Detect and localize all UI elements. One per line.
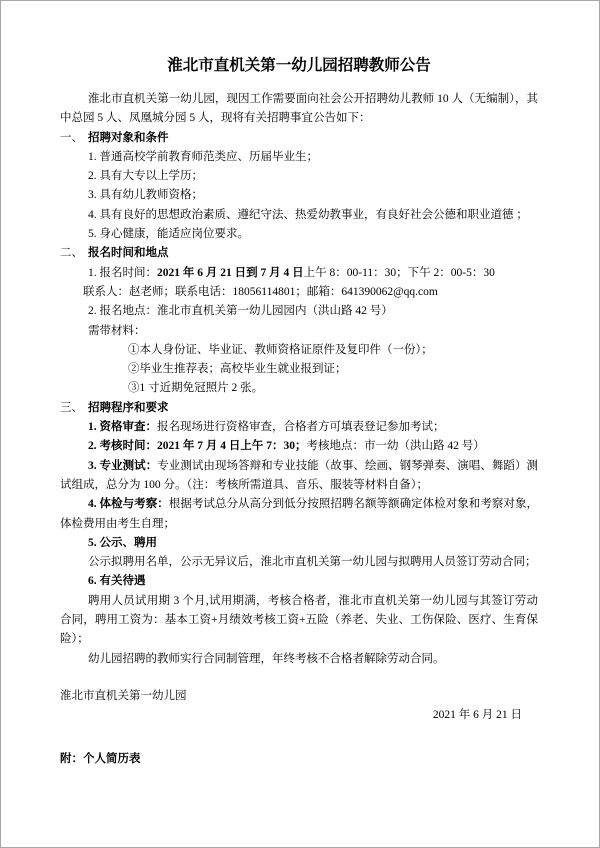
physical-exam-lead: 4. 体检与考察： <box>88 498 169 511</box>
requirement-item-3: 3. 具有幼儿教师资格； <box>88 189 203 202</box>
materials-label: 需带材料： <box>88 324 146 337</box>
benefits-paragraph: 聘用人员试用期 3 个月,试用期满，考核合格者，淮北市直机关第一幼儿园与其签订劳动合同，聘用工资为：基本工资+月绩效考核工资+五险（养老、失业、工伤保险、医疗、生育保险）； <box>60 594 538 646</box>
registration-time-label: 1. 报名时间： <box>88 266 157 279</box>
section-2-heading <box>60 244 538 263</box>
material-item-3: ③1 寸近期免冠照片 2 张。 <box>128 382 264 395</box>
section-3-heading <box>60 399 538 418</box>
section-1-title: 招聘对象和条件 <box>88 131 169 144</box>
benefits-heading <box>60 572 538 591</box>
contract-paragraph: 幼儿园招聘的教师实行合同制管理，年终考核不合格者解除劳动合同。 <box>88 652 445 665</box>
requirement-item-2: 2. 具有大专以上学历； <box>88 170 203 183</box>
qualification-review-body: 报名现场进行资格审查，合格者方可填表登记参加考试； <box>157 421 445 434</box>
attachment-note: 附：个人简历表 <box>60 752 141 765</box>
section-1-heading <box>60 129 538 148</box>
physical-exam-body: 根据考试总分从高分到低分按照招聘名额等额确定体检对象和考察对象，体检费用由考生自理； <box>60 498 539 530</box>
requirement-item-5: 5. 身心健康，能适应岗位要求。 <box>88 228 249 241</box>
benefits-heading-text: 6. 有关待遇 <box>88 575 146 588</box>
signature-date: 2021 年 6 月 21 日 <box>432 709 522 722</box>
intro-paragraph: 淮北市直机关第一幼儿园，现因工作需要面向社会公开招聘幼儿教师 10 人（无编制），其中总园 5 人、凤凰城分园 5 人，现将有关招聘事宜公告如下： <box>60 93 538 125</box>
professional-test-body: 专业测试由现场答辩和专业技能（故事、绘画、钢琴弹奏、演唱、舞蹈）测试组成，总分为 100 分。（注：考核所需道具、音乐、服装等材料自备）； <box>60 459 539 491</box>
contact-line: 联系人：赵老师；联系电话：18056114801；邮箱：641390062@qq.com <box>83 285 438 298</box>
registration-time-dates: 2021 年 6 月 21 日到 7 月 4 日 <box>157 266 304 279</box>
registration-time-line <box>60 264 538 283</box>
material-item-1: ①本人身份证、毕业证、教师资格证原件及复印件（一份）； <box>128 343 433 356</box>
requirement-item-1: 1. 普通高校学前教育师范类应、历届毕业生； <box>88 150 318 163</box>
assessment-time-line <box>60 437 538 456</box>
signature-block <box>60 687 538 726</box>
professional-test-paragraph <box>60 457 538 496</box>
publicity-paragraph: 公示拟聘用名单，公示无异议后，淮北市直机关第一幼儿园与拟聘用人员签订劳动合同； <box>88 556 537 569</box>
section-1-number: 一、 <box>60 131 83 144</box>
professional-test-lead: 3. 专业测试： <box>88 459 158 472</box>
registration-place-line: 2. 报名地点：淮北市直机关第一幼儿园园内（洪山路 42 号） <box>88 305 393 318</box>
registration-time-hours: 上午 8：00-11：30；下午 2：00-5：30 <box>303 266 495 279</box>
qualification-review-lead: 1. 资格审查： <box>88 421 157 434</box>
assessment-time-lead: 2. 考核时间：2021 年 7 月 4 日上午 7：30； <box>88 440 307 453</box>
qualification-review-line <box>60 418 538 437</box>
publicity-heading-text: 5. 公示、聘用 <box>88 536 157 549</box>
section-3-number: 三、 <box>60 401 83 414</box>
material-item-2: ②毕业生推荐表；高校毕业生就业报到证； <box>128 363 347 376</box>
assessment-place-body: 考核地点：市一幼（洪山路 42 号） <box>306 440 485 453</box>
section-2-title: 报名时间和地点 <box>88 247 169 260</box>
page-title: 淮北市直机关第一幼儿园招聘教师公告 <box>167 57 431 74</box>
section-3-title: 招聘程序和要求 <box>88 401 169 414</box>
publicity-heading <box>60 534 538 553</box>
section-2-number: 二、 <box>60 247 83 260</box>
requirement-item-4: 4. 具有良好的思想政治素质、遵纪守法、热爱幼教事业，有良好社会公德和职业道德 ； <box>88 208 528 221</box>
physical-exam-paragraph <box>60 495 538 534</box>
signature-org: 淮北市直机关第一幼儿园 <box>60 689 187 702</box>
